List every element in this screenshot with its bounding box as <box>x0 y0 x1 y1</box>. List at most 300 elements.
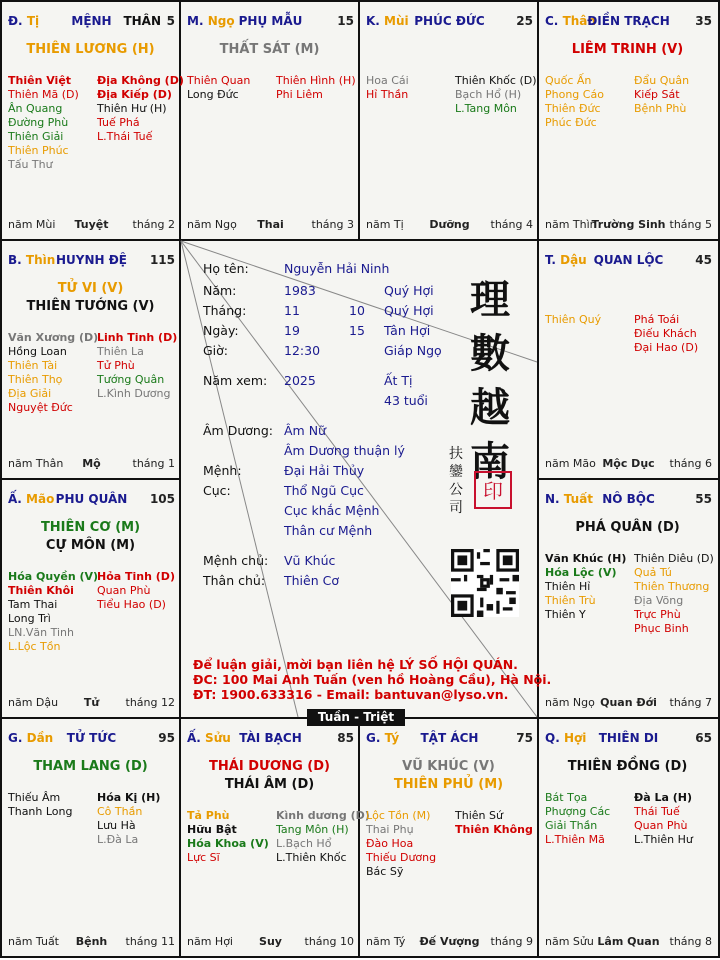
branch-text: Ngọ <box>207 14 235 28</box>
minor-star: Đại Hao (D) <box>634 341 699 354</box>
palace-footer <box>8 935 175 949</box>
minor-star: L.Kình Dương <box>97 387 171 400</box>
qr-code-icon <box>451 549 519 617</box>
minor-star: Thái Tuế <box>634 805 680 818</box>
calligraphy-title <box>464 273 516 489</box>
palace-name <box>187 731 354 745</box>
main-star: THÁI DƯƠNG (D) <box>209 759 330 774</box>
palace-title: PHU QUÂN <box>55 492 128 506</box>
palace-header <box>8 253 175 269</box>
palace-footer <box>187 218 354 232</box>
minor-star: L.Thiên Mã <box>545 833 605 846</box>
footer-year: năm Hợi <box>187 935 233 948</box>
palace-header <box>8 14 175 30</box>
palace-age-number: 115 <box>149 253 175 267</box>
minor-star: Thiên Giải <box>8 130 64 143</box>
footer-month: tháng 1 <box>132 457 175 470</box>
info-label: Thân chủ: <box>203 573 266 588</box>
info-value: 11 <box>284 303 300 318</box>
stem-text: K. <box>366 14 380 28</box>
minor-star: Thiên Sứ <box>455 809 503 822</box>
minor-star: Thiên Mã (D) <box>8 88 79 101</box>
info-value-lunar: 15 <box>349 323 365 338</box>
contact-line: ĐC: 100 Mai Anh Tuấn (ven hồ Hoàng Cầu), Hà Nội. <box>193 672 552 687</box>
minor-star: Tấu Thư <box>8 158 53 171</box>
palace-header <box>366 14 533 30</box>
minor-star: L.Thái Tuế <box>97 130 153 143</box>
stem-text: Ấ. <box>8 492 22 506</box>
footer-year: năm Mùi <box>8 218 56 231</box>
footer-month: tháng 11 <box>125 935 175 948</box>
branch-text: Hợi <box>563 731 587 745</box>
palace-cell-dan <box>2 719 179 957</box>
footer-month: tháng 6 <box>669 457 712 470</box>
branch-text: Tý <box>384 731 400 745</box>
main-star: THIÊN ĐỒNG (D) <box>567 759 688 774</box>
minor-star: Bát Tọa <box>545 791 588 804</box>
minor-star: Lưu Hà <box>97 819 136 832</box>
palace-age-number: 15 <box>337 14 354 28</box>
palace-title: TÀI BẠCH <box>239 731 302 745</box>
palace-footer <box>8 696 175 710</box>
stem-text: Ấ. <box>187 731 201 745</box>
main-star: THAM LANG (D) <box>33 759 148 774</box>
branch-text: Mão <box>26 492 55 506</box>
minor-star: Trực Phù <box>634 608 681 621</box>
main-star: THÁI ÂM (D) <box>224 777 315 792</box>
minor-star: Đẩu Quân <box>634 74 690 87</box>
minor-star: Bạch Hổ (H) <box>455 88 522 101</box>
minor-star: Hoa Cái <box>366 74 409 87</box>
info-value: Thiên Cơ <box>284 573 339 588</box>
palace-name <box>545 14 712 28</box>
palace-age-number: 105 <box>149 492 175 506</box>
palace-footer <box>8 218 175 232</box>
info-value-canchi: Tân Hợi <box>384 323 431 338</box>
footer-month: tháng 10 <box>304 935 354 948</box>
palace-name <box>366 14 533 28</box>
info-value-canchi: 43 tuổi <box>384 393 428 408</box>
info-label: Cục: <box>203 483 231 498</box>
branch-text: Thân <box>562 14 596 28</box>
minor-star: Thiên Phúc <box>8 144 69 157</box>
palace-cell-mao <box>2 480 179 718</box>
palace-cell-ti <box>2 2 184 240</box>
minor-stars-left <box>545 791 631 847</box>
minor-star: Thiên La <box>97 345 144 358</box>
footer-year: năm Mão <box>545 457 596 470</box>
footer-month: tháng 7 <box>669 696 712 709</box>
stem-text: C. <box>545 14 559 28</box>
minor-stars-left <box>366 74 452 102</box>
palace-age-number: 55 <box>695 492 712 506</box>
minor-star: Đà La (H) <box>634 791 692 804</box>
minor-star: Thiên Không <box>455 823 533 836</box>
main-star: TỬ VI (V) <box>57 281 124 296</box>
palace-age-number: 35 <box>695 14 712 28</box>
footer-stage: Dưỡng <box>429 218 470 231</box>
minor-star: Văn Khúc (H) <box>545 552 627 565</box>
main-star: CỰ MÔN (M) <box>45 538 136 553</box>
minor-stars-left <box>8 570 99 654</box>
minor-stars-left <box>545 313 631 327</box>
palace-header <box>545 731 712 747</box>
minor-stars-right <box>634 74 714 116</box>
stem-text: T. <box>545 253 556 267</box>
palace-age-number: 5 <box>166 14 175 28</box>
info-label: Họ tên: <box>203 261 249 276</box>
footer-month: tháng 8 <box>669 935 712 948</box>
minor-star: Quả Tú <box>634 566 672 579</box>
minor-star: Hỉ Thần <box>366 88 409 101</box>
minor-star: Văn Xương (D) <box>8 331 99 344</box>
palace-header <box>366 731 533 747</box>
minor-star: Tử Phù <box>97 359 135 372</box>
minor-star: L.Thiên Khốc <box>276 851 347 864</box>
palace-name <box>8 14 175 28</box>
info-value: 1983 <box>284 283 316 298</box>
palace-footer <box>187 935 354 949</box>
palace-cell-hoi <box>539 719 716 957</box>
minor-star: Thiên Quý <box>545 313 602 326</box>
minor-star: Lực Sĩ <box>187 851 220 864</box>
palace-age-number: 65 <box>695 731 712 745</box>
tuan-triet-label: Tuần - Triệt <box>307 709 405 726</box>
branch-text: Dậu <box>560 253 587 267</box>
branch-text: Dần <box>26 731 54 745</box>
minor-star: Phượng Các <box>545 805 611 818</box>
footer-month: tháng 4 <box>490 218 533 231</box>
info-value: 12:30 <box>284 343 321 358</box>
palace-name <box>187 14 354 28</box>
palace-footer <box>8 457 175 471</box>
minor-star: Thiên Trù <box>545 594 596 607</box>
palace-footer <box>366 935 533 949</box>
palace-name <box>8 731 175 745</box>
palace-footer <box>545 935 712 949</box>
footer-month: tháng 12 <box>125 696 175 709</box>
info-value-canchi: Ất Tị <box>384 373 413 388</box>
footer-year: năm Dậu <box>8 696 59 709</box>
minor-star: Phong Cáo <box>545 88 604 101</box>
palace-header <box>545 253 712 269</box>
minor-star: Ân Quang <box>8 102 63 115</box>
palace-cell-tuat <box>539 480 716 718</box>
footer-stage: Thai <box>257 218 284 231</box>
main-star: VŨ KHÚC (V) <box>402 759 495 774</box>
footer-stage: Trường Sinh <box>591 218 666 231</box>
minor-star: L.Tang Môn <box>455 102 517 115</box>
main-star: THIÊN TƯỚNG (V) <box>26 299 155 314</box>
palace-title: PHỤ MẪU <box>238 14 303 28</box>
stem-text: G. <box>8 731 23 745</box>
minor-star: Thanh Long <box>8 805 73 818</box>
minor-star: Thiên Diêu (D) <box>634 552 714 565</box>
minor-star: Thiên Hình (H) <box>276 74 356 87</box>
info-label: Âm Dương: <box>203 423 273 438</box>
info-value: Âm Nữ <box>284 423 326 438</box>
minor-star: LN.Văn Tinh <box>8 626 74 639</box>
palace-title: TẬT ÁCH <box>420 731 479 745</box>
branch-text: Sửu <box>205 731 231 745</box>
footer-year: năm Tị <box>366 218 404 231</box>
palace-title: PHÚC ĐỨC <box>414 14 485 28</box>
info-value: Thân cư Mệnh <box>284 523 373 538</box>
palace-age-number: 25 <box>516 14 533 28</box>
stem-text: N. <box>545 492 560 506</box>
branch-text: Tị <box>26 14 40 28</box>
footer-stage: Tử <box>83 696 100 709</box>
main-star: THIÊN PHỦ (M) <box>393 777 504 792</box>
minor-star: Thiên Khốc (D) <box>455 74 537 87</box>
stem-text: G. <box>366 731 381 745</box>
minor-stars-left <box>8 791 94 819</box>
footer-month: tháng 5 <box>669 218 712 231</box>
calligraphy-char: 南 <box>470 438 510 485</box>
minor-star: Thiên Việt <box>8 74 72 87</box>
minor-stars-left <box>8 74 94 172</box>
info-value: 2025 <box>284 373 316 388</box>
minor-star: Thiên Thương <box>634 580 710 593</box>
footer-month: tháng 2 <box>132 218 175 231</box>
minor-star: Kiếp Sát <box>634 88 680 101</box>
minor-star: Thiên Quan <box>187 74 251 87</box>
footer-stage: Lâm Quan <box>597 935 660 948</box>
info-value: Cục khắc Mệnh <box>284 503 380 518</box>
footer-stage: Quan Đới <box>600 696 657 709</box>
minor-star: Thiếu Dương <box>366 851 437 864</box>
info-label: Giờ: <box>203 343 229 358</box>
minor-star: Thiên Hỉ <box>545 580 591 593</box>
footer-month: tháng 9 <box>490 935 533 948</box>
footer-year: năm Ngọ <box>545 696 595 709</box>
minor-star: Quan Phù <box>97 584 151 597</box>
footer-year: năm Tý <box>366 935 406 948</box>
footer-year: năm Thìn <box>545 218 597 231</box>
minor-star: Nguyệt Đức <box>8 401 73 414</box>
info-value-canchi: Giáp Ngọ <box>384 343 442 358</box>
minor-star: Tả Phù <box>187 809 230 822</box>
footer-year: năm Ngọ <box>187 218 237 231</box>
info-label: Mệnh chủ: <box>203 553 269 568</box>
footer-stage: Tuyệt <box>74 218 109 231</box>
minor-star: Lộc Tồn (M) <box>366 809 431 822</box>
stem-text: B. <box>8 253 22 267</box>
minor-star: Linh Tinh (D) <box>97 331 178 344</box>
info-value-canchi: Quý Hợi <box>384 303 434 318</box>
footer-stage: Suy <box>259 935 282 948</box>
minor-star: Thiên Khôi <box>8 584 74 597</box>
minor-star: Long Đức <box>187 88 239 101</box>
minor-star: Hóa Lộc (V) <box>545 566 617 579</box>
palace-name <box>545 253 712 267</box>
minor-star: L.Bạch Hổ <box>276 837 332 850</box>
footer-month: tháng 3 <box>311 218 354 231</box>
calligraphy-char: 越 <box>470 384 510 431</box>
minor-star: Kình dương (D) <box>276 809 370 822</box>
palace-title: HUYNH ĐỆ <box>56 253 127 267</box>
minor-stars-right <box>634 791 714 847</box>
center-info-panel <box>181 241 552 717</box>
minor-star: Tướng Quân <box>97 373 165 386</box>
calligraphy-char: 理 <box>470 276 510 323</box>
palace-header <box>8 492 175 508</box>
footer-stage: Mộ <box>82 457 101 470</box>
info-value: Nguyễn Hải Ninh <box>284 261 390 276</box>
stem-text: M. <box>187 14 204 28</box>
palace-cell-than <box>539 2 716 240</box>
branch-text: Mùi <box>384 14 409 28</box>
palace-footer <box>545 218 712 232</box>
palace-name <box>545 492 712 506</box>
branch-text: Tuất <box>563 492 594 506</box>
palace-title: TỬ TỨC <box>66 731 117 745</box>
minor-stars-left <box>8 331 99 415</box>
minor-stars-left <box>545 74 631 130</box>
minor-star: Cô Thần <box>97 805 143 818</box>
contact-info <box>193 657 551 702</box>
red-seal-icon: 印 <box>474 471 512 509</box>
minor-stars-left <box>545 552 631 622</box>
minor-star: Phi Liêm <box>276 88 323 101</box>
minor-star: Thiên Hư (H) <box>97 102 167 115</box>
info-value: Đại Hải Thủy <box>284 463 365 478</box>
palace-age-number: 45 <box>695 253 712 267</box>
info-label: Năm xem: <box>203 373 268 388</box>
palace-tag: THÂN <box>123 14 161 28</box>
palace-cell-thin <box>2 241 179 479</box>
minor-star: Đường Phù <box>8 116 69 129</box>
minor-star: Long Trì <box>8 612 51 625</box>
contact-line: Để luận giải, mời bạn liên hệ LÝ SỐ HỘI QUÁN. <box>193 657 518 672</box>
minor-star: Điếu Khách <box>634 327 697 340</box>
minor-star: Hóa Quyền (V) <box>8 570 99 583</box>
info-label: Mệnh: <box>203 463 242 478</box>
palace-cell-dau <box>539 241 716 479</box>
minor-star: Thiên Thọ <box>8 373 63 386</box>
info-label: Ngày: <box>203 323 239 338</box>
minor-stars-left <box>366 809 452 879</box>
calligraphy-subtitle: 扶鑾公司 <box>449 446 463 516</box>
minor-stars-right <box>276 809 370 865</box>
minor-star: Phúc Đức <box>545 116 597 129</box>
palace-cell-ty <box>360 719 537 957</box>
minor-stars-right <box>97 570 177 612</box>
info-value: 19 <box>284 323 300 338</box>
palace-age-number: 95 <box>158 731 175 745</box>
palace-title: ĐIỀN TRẠCH <box>587 14 670 28</box>
info-value: Vũ Khúc <box>284 553 336 568</box>
minor-star: Bệnh Phù <box>634 102 687 115</box>
main-star: PHÁ QUÂN (D) <box>575 520 680 535</box>
footer-stage: Bệnh <box>75 935 108 948</box>
info-value-canchi: Quý Hợi <box>384 283 434 298</box>
minor-star: Đào Hoa <box>366 837 414 850</box>
minor-stars-left <box>187 809 273 865</box>
palace-header <box>545 492 712 508</box>
stem-text: Đ. <box>8 14 23 28</box>
palace-title: MỆNH <box>71 14 112 28</box>
minor-stars-right <box>276 74 356 102</box>
minor-star: Thiên Tài <box>8 359 58 372</box>
minor-star: L.Thiên Hư <box>634 833 693 846</box>
minor-star: L.Lộc Tồn <box>8 640 61 653</box>
footer-year: năm Thân <box>8 457 64 470</box>
minor-star: Hỏa Tinh (D) <box>97 570 175 583</box>
minor-star: Quan Phù <box>634 819 688 832</box>
minor-star: L.Đà La <box>97 833 139 846</box>
minor-star: Thiên Y <box>545 608 586 621</box>
minor-star: Thiên Đức <box>545 102 601 115</box>
palace-header <box>8 731 175 747</box>
palace-title: NÔ BỘC <box>602 492 655 506</box>
minor-stars-right <box>634 552 714 636</box>
minor-stars-right <box>97 791 177 847</box>
minor-stars-left <box>187 74 273 102</box>
footer-year: năm Sửu <box>545 935 594 948</box>
branch-text: Thìn <box>25 253 56 267</box>
minor-star: Tam Thai <box>8 598 58 611</box>
info-value: Âm Dương thuận lý <box>284 443 405 458</box>
minor-star: Thiếu Âm <box>8 791 61 804</box>
palace-cell-ngo <box>181 2 358 240</box>
minor-star: Hồng Loan <box>8 345 67 358</box>
info-label: Năm: <box>203 283 237 298</box>
palace-header <box>187 14 354 30</box>
palace-age-number: 75 <box>516 731 533 745</box>
minor-star: Hóa Kị (H) <box>97 791 161 804</box>
minor-stars-right <box>97 74 184 144</box>
minor-star: Giải Thần <box>545 819 598 832</box>
main-star: LIÊM TRINH (V) <box>571 42 684 57</box>
minor-star: Địa Võng <box>634 594 684 607</box>
main-star: THẤT SÁT (M) <box>219 42 320 57</box>
minor-star: Tiểu Hao (D) <box>97 598 166 611</box>
palace-header <box>545 14 712 30</box>
minor-star: Tang Môn (H) <box>276 823 349 836</box>
calligraphy-char: 數 <box>470 330 510 377</box>
minor-stars-right <box>634 313 714 355</box>
footer-stage: Đế Vượng <box>419 935 480 948</box>
palace-cell-suu <box>181 719 370 957</box>
contact-line: ĐT: 1900.633316 - Email: bantuvan@lyso.vn. <box>193 687 509 702</box>
main-star: THIÊN CƠ (M) <box>40 520 141 535</box>
palace-footer <box>545 696 712 710</box>
palace-cell-mui <box>360 2 537 240</box>
info-label: Tháng: <box>203 303 247 318</box>
info-value: Thổ Ngũ Cục <box>284 483 364 498</box>
minor-star: Địa Kiếp (D) <box>97 88 172 101</box>
info-value-lunar: 10 <box>349 303 365 318</box>
minor-star: Hữu Bật <box>187 823 237 836</box>
palace-title: THIÊN DI <box>598 731 659 745</box>
footer-year: năm Tuất <box>8 935 59 948</box>
minor-star: Phục Binh <box>634 622 689 635</box>
palace-name <box>545 731 712 745</box>
footer-stage: Mộc Dục <box>602 457 655 470</box>
minor-star: Phá Toái <box>634 313 680 326</box>
stem-text: Q. <box>545 731 560 745</box>
minor-stars-right <box>455 809 535 837</box>
minor-star: Tuế Phá <box>97 116 140 129</box>
palace-footer <box>366 218 533 232</box>
minor-star: Quốc Ấn <box>545 74 592 87</box>
minor-stars-right <box>97 331 177 401</box>
palace-age-number: 85 <box>337 731 354 745</box>
minor-star: Hóa Khoa (V) <box>187 837 269 850</box>
palace-header <box>187 731 354 747</box>
minor-star: Thai Phụ <box>366 823 414 836</box>
